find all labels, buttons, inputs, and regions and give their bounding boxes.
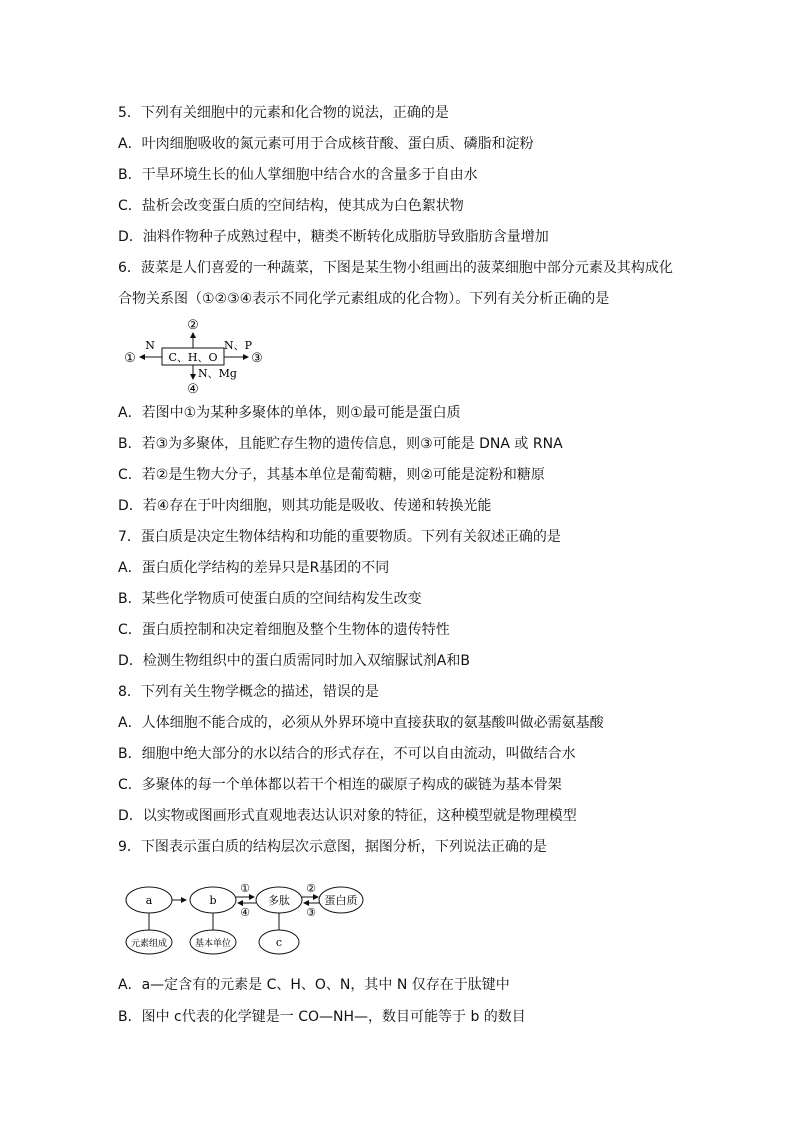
label-nmg: N、Mg	[198, 367, 237, 380]
q5-option-b: B．干旱环境生长的仙人掌细胞中结合水的含量多于自由水	[118, 167, 478, 183]
center-label: C、H、O	[168, 351, 218, 364]
node-c-label: c	[275, 936, 283, 949]
q7-stem: 7．蛋白质是决定生物体结构和功能的重要物质。下列有关叙述正确的是	[118, 529, 561, 545]
label-np: N、P	[223, 339, 253, 352]
q6-element-diagram	[118, 316, 278, 396]
node-peptide-label: 多肽	[268, 894, 290, 907]
step-2: ②	[306, 882, 316, 895]
q7-option-d: D．检测生物组织中的蛋白质需同时加入双缩脲试剂A和B	[118, 653, 470, 669]
q8-option-b: B．细胞中绝大部分的水以结合的形式存在，不可以自由流动，叫做结合水	[118, 746, 576, 762]
q9-option-a: A．a—定含有的元素是 C、H、O、N，其中 N 仅存在于肽键中	[118, 977, 510, 993]
q6-stem-line2: 合物关系图（①②③④表示不同化学元素组成的化合物）。下列有关分析正确的是	[118, 291, 610, 307]
q5-option-a: A．叶肉细胞吸收的氮元素可用于合成核苷酸、蛋白质、磷脂和淀粉	[118, 136, 534, 152]
q7-option-a: A．蛋白质化学结构的差异只是R基团的不同	[118, 560, 390, 576]
q7-option-b: B．某些化学物质可使蛋白质的空间结构发生改变	[118, 591, 422, 607]
node-a-label: a	[145, 894, 153, 907]
q8-option-d: D．以实物或图画形式直观地表达认识对象的特征，这种模型就是物理模型	[118, 808, 577, 824]
q6-option-c: C．若②是生物大分子，其基本单位是葡萄糖，则②可能是淀粉和糖原	[118, 467, 545, 483]
caption-b-label: 基本单位	[194, 939, 232, 949]
node-4: ④	[187, 382, 199, 396]
node-3: ③	[251, 351, 263, 366]
q7-option-c: C．蛋白质控制和决定着细胞及整个生物体的遗传特性	[118, 622, 450, 638]
q5-stem: 5．下列有关细胞中的元素和化合物的说法，正确的是	[118, 105, 449, 121]
q8-option-a: A．人体细胞不能合成的，必须从外界环境中直接获取的氨基酸叫做必需氨基酸	[118, 715, 604, 731]
q6-stem-line1: 6．菠菜是人们喜爱的一种蔬菜，下图是某生物小组画出的菠菜细胞中部分元素及其构成化	[118, 260, 673, 276]
step-1: ①	[240, 882, 250, 895]
q5-option-c: C．盐析会改变蛋白质的空间结构，使其成为白色絮状物	[118, 198, 464, 214]
node-b-label: b	[209, 894, 217, 907]
q5-option-d: D．油料作物种子成熟过程中，糖类不断转化成脂肪导致脂肪含量增加	[118, 229, 549, 245]
q8-option-c: C．多聚体的每一个单体都以若干个相连的碳原子构成的碳链为基本骨架	[118, 777, 562, 793]
q6-option-b: B．若③为多聚体，且能贮存生物的遗传信息，则③可能是 DNA 或 RNA	[118, 436, 563, 452]
q6-option-d: D．若④存在于叶肉细胞，则其功能是吸收、传递和转换光能	[118, 498, 492, 514]
q9-option-b: B．图中 c代表的化学键是一 CO—NH—，数目可能等于 b 的数目	[118, 1009, 526, 1025]
q9-stem: 9．下图表示蛋白质的结构层次示意图，据图分析，下列说法正确的是	[118, 839, 547, 855]
label-n: N	[145, 339, 155, 352]
node-1: ①	[124, 351, 136, 366]
step-3: ③	[306, 906, 316, 919]
node-protein-label: 蛋白质	[324, 894, 358, 907]
step-4: ④	[240, 906, 250, 919]
node-2: ②	[187, 318, 199, 333]
q6-option-a: A．若图中①为某种多聚体的单体，则①最可能是蛋白质	[118, 405, 461, 421]
q8-stem: 8．下列有关生物学概念的描述，错误的是	[118, 684, 379, 700]
caption-a-label: 元素组成	[130, 939, 168, 949]
q9-protein-structure-diagram	[122, 876, 372, 960]
